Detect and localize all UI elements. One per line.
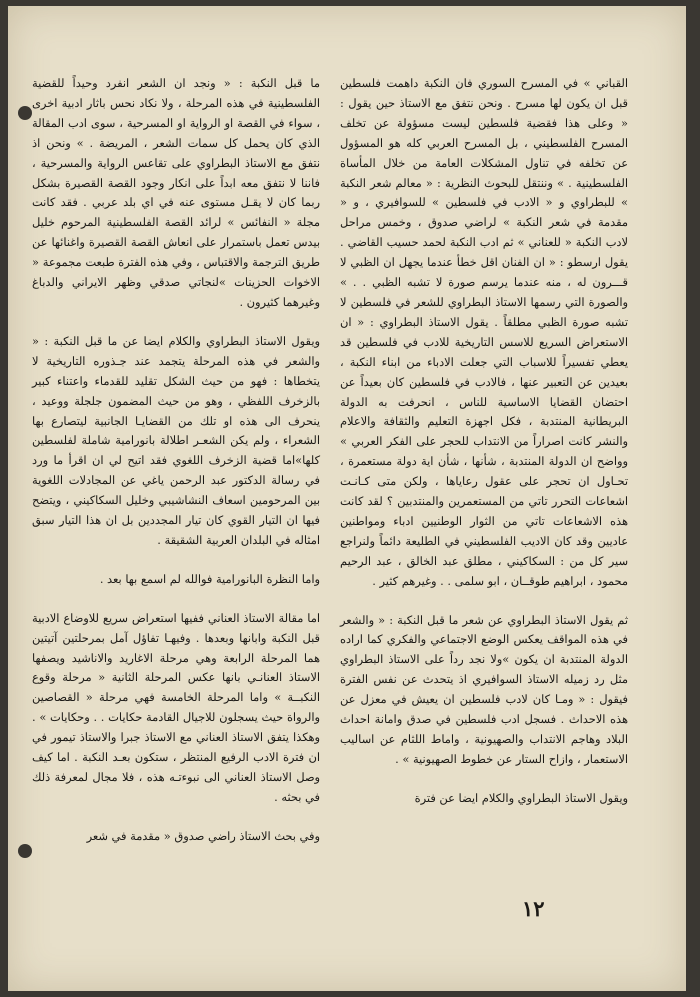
paragraph: واما النظرة البانورامية فوالله لم اسمع بها بعد . xyxy=(99,571,320,586)
page-number: ١٢ xyxy=(522,896,545,921)
paragraph: القباني » في المسرح السوري فان النكبة داهمت فلسطين قبل ان يكون لها مسرح . ونحن نتفق مع الاستاذ حين يقول : « وعلى هذا فقضية فلسطين ليست مسؤولة عن تخلف المسرح الفلسطيني ، بل المسرح العربي كله هو المسؤول عن تخلفه في تناول المشكلات العامة من خلال المأساة الفلسطينية . » وننتقل للبحوث النظرية : « معالم شعر النكبة » للبطراوي و « الادب في فلسطين » للسوافيري ، و « مقدمة في شعر النكبة » لراضي صدوق ، وخمس مراحل لادب النكبة « للعناني » ثم ادب النكبة لحمد حسيب القاضي . يقول ارسطو : « ان الفنان اقل خطأ عندما يجهل ان الظبي لا قـــرون له ، منه عندما يرسم صورة لا تشبه الظبي . . » والصورة التي رسمها الاستاذ البطراوي للشعر في فلسطين لا تشبه صورة الظبي مطلقاً . يقول الاستاذ البطراوي : « ان الاستعراض السريع للاسس التاريخية للادب في فلسطين قد يعطي تفسيراً للاسباب التي جعلت الادباء من ابناء النكبة ، بعيدين عن التعبير عنها ، فالادب في فلسطين كان بعيداً عن احتضان القضايا الاساسية للناس ، انحرفت به الدولة البريطانية المنتدبة ، فكل اجهزة التعليم والثقافة والاعلام والنشر كانت اصراراً من الانتداب للحجر على الفكر العربي » وواضح ان الدولة المنتدبة ، شأنها ، شأن اية دولة مستعمرة ، تحـاول ان تحجر على عقول رعاياها ، ولكن متى كـانـت اشعاعات التحرر تاتي من المستعمرين والمنتدبين ؟ لقد كانت هذه الاشعاعات تاتي من الثوار الوطنيين ادباء ومواطنين عاديين وقد كان الاديب الفلسطيني في الطليعة دائماً ولنراجع سير كل من : السكاكيني ، مطلق عبد الخالق ، عبد الرحيم محمود ، ابراهيم طوقــان ، ابو سلمى . . وغيرهم كثير . xyxy=(340,76,628,588)
binding-hole xyxy=(18,844,32,858)
binding-hole xyxy=(18,106,32,120)
paragraph: ويقول الاستاذ البطراوي والكلام ايضا عن ما قبل النكبة : « والشعر في هذه المرحلة يتجمد عند جـذوره التاريخية لا يتخطاها : فهو من حيث الشكل تقليد للقدماء واعتناء كبير بالزخرف اللفظي ، وهو من حيث المضمون جلجلة ووعيد ، ينحرف الى هذه او تلك من القضايـا الجانبية ليتصارع بها الشعراء ، ولم يكن الشعـر اطلالة بانورامية شاملة لفلسطين كلها»اما قضية الزخرف اللغوي فقد اتيح لي ان اقرأ ما ورد في رسالة الدكتور عبد الرحمن ياغي عن المجادلات اللغوية بين المرحومين اسعاف النشاشيبي وخليل السكاكيني ، ويتضح فيها ان التيار القوي كان تيار المجددين بل ان هذا التيار سبق امثاله في البلدان العربية الشقيقة . xyxy=(32,333,320,547)
left-column xyxy=(32,74,320,866)
paragraph: اما مقالة الاستاذ العناني ففيها استعراض سريع للاوضاع الادبية قبل النكبة وابانها وبعدها . وفيهـا تفاؤل آمل بمرحلتين آتيتين هما المرحلة الرابعة وهي مرحلة الاغاريد والاناشيد ويصفها الاستاذ العنانـي بانها عكس المرحلة الثانية « مرحلة وقوع النكبــة » واما المرحلة الخامسة فهي مرحلة « القصاصين والرواة حيث يسجلون للاجيال القادمة حكايات . . وحكايات » . وهكذا يتفق الاستاذ العناني مع الاستاذ جبرا والاستاذ تيمور في ان فترة الادب الرفيع المنتظر ، ستكون بعـد النكبة . اما كيف وصل الاستاذ العناني الى نبوءتـه هذه ، فلا مجال لمعرفة ذلك في بحثه . xyxy=(32,610,320,804)
paragraph: وفي بحث الاستاذ راضي صدوق « مقدمة في شعر xyxy=(86,828,320,843)
right-column xyxy=(340,74,628,828)
paragraph: ثم يقول الاستاذ البطراوي عن شعر ما قبل النكبة : « والشعر في هذه المواقف يعكس الوضع الاجتماعي والفكري كما اراده الدولة المنتدبة ان يكون »ولا نجد رداً على الاستاذ البطراوي مثل رد زميله الاستاذ السوافيري اذ يتحدث عن نفس الفترة فيقول : « ومـا كان لادب فلسطين ان يعيش في معزل عن هذه الاحداث . فسجل ادب فلسطين في صدق وامانة احداث البلاد وهاجم الانتداب والصهيونية ، واماط اللثام عن اساليب الاستعمار ، وازاح الستار عن خطوط الصهيونية » . xyxy=(340,612,628,766)
paragraph: ما قبل النكبة : « ونجد ان الشعر انفرد وحيداً للقضية الفلسطينية في هذه المرحلة ، ولا نكاد نحس باثار ادبية اخرى ، سواء في القصة او الرواية او المسرحية ، سوى ادب المقالة الذي كان يحمل كل سمات الشعر ، المريضة . » ونحن اذ نتفق مع الاستاذ البطراوي على تقاعس الرواية والمسرحية ، فاننا لا نتفق معه ابداً على انكار وجود القصة القصيرة بشكل ربما كان لا يقـل مستوى عنه في اي بلد عربي . فقد كانت مجلة « النفائس » لرائد القصة الفلسطينية المرحوم خليل بيدس تعمل باستمرار على انعاش القصة القصيرة واغنائها عن طريق الترجمة والاقتباس ، وفي هذه الفترة طبعت مجموعة « الاخوات الحزينات »لنجاتي صدقي وظهر الايراني والدباغ وغيرهما كثيرون . xyxy=(32,76,320,309)
page-sheet xyxy=(8,6,686,991)
paragraph: ويقول الاستاذ البطراوي والكلام ايضا عن فترة xyxy=(414,790,628,805)
